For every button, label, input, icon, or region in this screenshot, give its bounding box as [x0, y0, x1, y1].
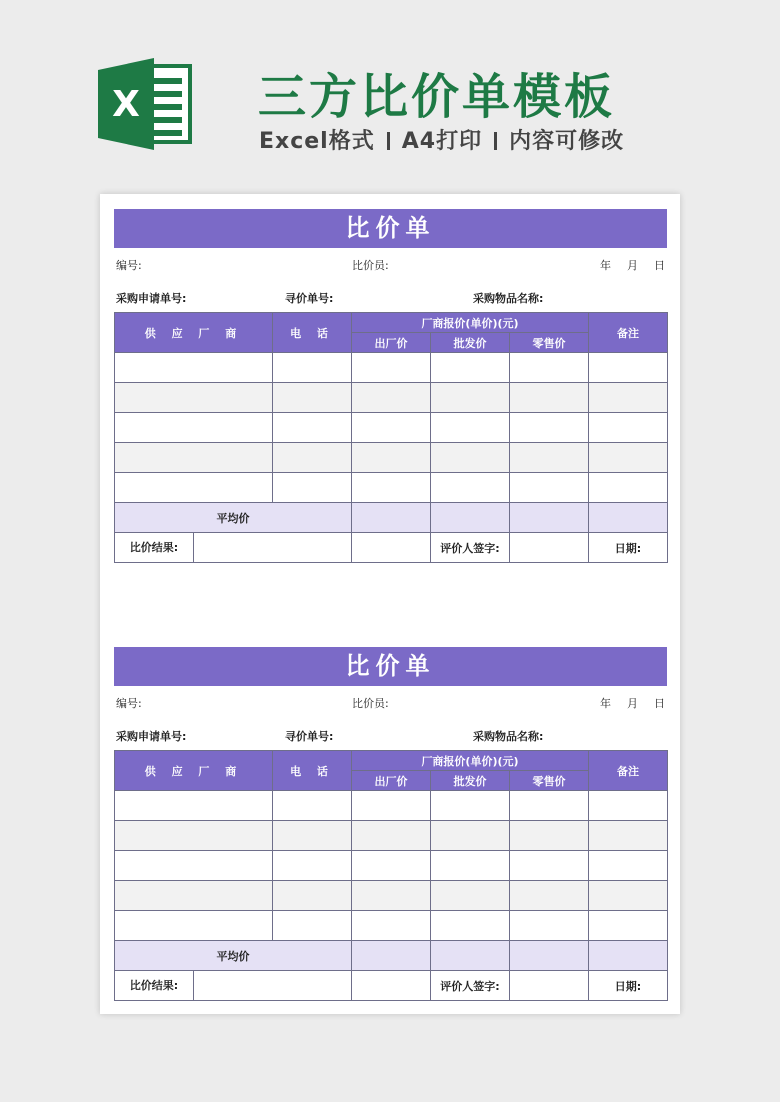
- quote-table: [114, 750, 668, 1001]
- signature-input[interactable]: [510, 971, 589, 1001]
- table-row: [115, 911, 668, 941]
- info-row: [114, 716, 667, 750]
- comparison-form: [114, 647, 667, 1001]
- col-supplier: 供 应 厂 商: [115, 751, 273, 791]
- table-cell[interactable]: [115, 413, 273, 443]
- table-cell[interactable]: [510, 851, 589, 881]
- result-row: [115, 971, 668, 1001]
- table-cell[interactable]: [589, 881, 668, 911]
- table-cell[interactable]: [431, 851, 510, 881]
- col-remark: 备注: [589, 751, 668, 791]
- table-cell[interactable]: [115, 791, 273, 821]
- average-row: [115, 941, 668, 971]
- subtitle-part: A4打印: [401, 129, 483, 154]
- number-label: 编号:: [116, 697, 142, 710]
- signature-input[interactable]: [510, 533, 589, 563]
- table-cell[interactable]: [510, 353, 589, 383]
- table-row: [115, 821, 668, 851]
- average-label: 平均价: [115, 503, 352, 533]
- day-label: 日: [654, 697, 665, 710]
- month-label: 月: [627, 697, 638, 710]
- item-name-label: 采购物品名称:: [473, 730, 544, 743]
- table-cell[interactable]: [352, 851, 431, 881]
- table-cell[interactable]: [352, 413, 431, 443]
- average-cell[interactable]: [510, 503, 589, 533]
- date-label: 日期:: [589, 533, 668, 563]
- table-cell[interactable]: [352, 881, 431, 911]
- table-cell[interactable]: [352, 353, 431, 383]
- table-cell[interactable]: [273, 791, 352, 821]
- table-cell[interactable]: [431, 791, 510, 821]
- average-cell[interactable]: [352, 941, 431, 971]
- table-cell[interactable]: [589, 851, 668, 881]
- page-subtitle: [259, 124, 624, 155]
- subtitle-separator: [494, 132, 497, 150]
- form-title: 比价单: [114, 647, 667, 686]
- table-cell[interactable]: [352, 443, 431, 473]
- col-wholesale-price: 批发价: [431, 771, 510, 791]
- inquiry-no-label: 寻价单号:: [285, 730, 334, 743]
- inspector-label: 比价员:: [352, 697, 389, 710]
- request-no-label: 采购申请单号:: [116, 292, 187, 305]
- excel-icon: [98, 58, 198, 150]
- table-cell[interactable]: [115, 851, 273, 881]
- table-cell[interactable]: [115, 821, 273, 851]
- subtitle-part: 内容可修改: [509, 129, 625, 154]
- col-retail-price: 零售价: [510, 771, 589, 791]
- table-cell[interactable]: [589, 791, 668, 821]
- result-label: 比价结果:: [115, 533, 194, 562]
- result-row: [115, 533, 668, 563]
- table-cell[interactable]: [352, 911, 431, 941]
- average-label: 平均价: [115, 941, 352, 971]
- table-cell[interactable]: [273, 353, 352, 383]
- table-cell[interactable]: [589, 353, 668, 383]
- logo-letter: X: [112, 84, 140, 125]
- col-phone: 电 话: [273, 313, 352, 353]
- table-row: [115, 791, 668, 821]
- form-title: 比价单: [114, 209, 667, 248]
- table-cell[interactable]: [431, 443, 510, 473]
- table-cell[interactable]: [273, 413, 352, 443]
- table-cell[interactable]: [115, 353, 273, 383]
- table-cell[interactable]: [431, 881, 510, 911]
- request-no-label: 采购申请单号:: [116, 730, 187, 743]
- result-cell: [115, 533, 352, 563]
- col-supplier: 供 应 厂 商: [115, 313, 273, 353]
- table-cell[interactable]: [431, 911, 510, 941]
- signature-label: 评价人签字:: [431, 533, 510, 563]
- table-cell[interactable]: [510, 881, 589, 911]
- inquiry-no-label: 寻价单号:: [285, 292, 334, 305]
- table-cell[interactable]: [115, 473, 273, 503]
- average-cell[interactable]: [589, 941, 668, 971]
- table-cell[interactable]: [589, 443, 668, 473]
- table-cell[interactable]: [589, 413, 668, 443]
- table-cell[interactable]: [510, 383, 589, 413]
- col-factory-price: 出厂价: [352, 333, 431, 353]
- col-retail-price: 零售价: [510, 333, 589, 353]
- table-cell[interactable]: [273, 851, 352, 881]
- col-quote-group: 厂商报价(单价)(元): [352, 313, 589, 333]
- result-input[interactable]: [194, 971, 351, 1000]
- quote-table: [114, 312, 668, 563]
- col-phone: 电 话: [273, 751, 352, 791]
- table-cell[interactable]: [352, 791, 431, 821]
- table-cell[interactable]: [510, 413, 589, 443]
- result-spacer-cell[interactable]: [352, 971, 431, 1001]
- table-cell[interactable]: [115, 881, 273, 911]
- table-row: [115, 473, 668, 503]
- result-label: 比价结果:: [115, 971, 194, 1000]
- table-cell[interactable]: [273, 911, 352, 941]
- table-row: [115, 413, 668, 443]
- col-wholesale-price: 批发价: [431, 333, 510, 353]
- table-cell[interactable]: [273, 473, 352, 503]
- col-factory-price: 出厂价: [352, 771, 431, 791]
- table-row: [115, 851, 668, 881]
- table-cell[interactable]: [115, 443, 273, 473]
- table-cell[interactable]: [273, 821, 352, 851]
- table-cell[interactable]: [273, 383, 352, 413]
- table-cell[interactable]: [589, 473, 668, 503]
- table-cell[interactable]: [510, 473, 589, 503]
- day-label: 日: [654, 259, 665, 272]
- average-cell[interactable]: [431, 941, 510, 971]
- table-row: [115, 881, 668, 911]
- year-label: 年: [600, 697, 611, 710]
- month-label: 月: [627, 259, 638, 272]
- table-cell[interactable]: [431, 413, 510, 443]
- table-cell[interactable]: [589, 821, 668, 851]
- table-cell[interactable]: [510, 443, 589, 473]
- table-cell[interactable]: [352, 383, 431, 413]
- table-cell[interactable]: [352, 473, 431, 503]
- table-cell[interactable]: [273, 443, 352, 473]
- info-row: [114, 248, 667, 278]
- page-header: [0, 0, 780, 190]
- table-cell[interactable]: [431, 473, 510, 503]
- info-row: [114, 278, 667, 312]
- table-cell[interactable]: [589, 383, 668, 413]
- result-spacer-cell[interactable]: [352, 533, 431, 563]
- subtitle-part: Excel格式: [259, 129, 375, 154]
- paper-sheet: [100, 194, 680, 1014]
- signature-label: 评价人签字:: [431, 971, 510, 1001]
- table-cell[interactable]: [115, 383, 273, 413]
- table-cell[interactable]: [115, 911, 273, 941]
- table-cell[interactable]: [510, 791, 589, 821]
- date-label: 日期:: [589, 971, 668, 1001]
- col-remark: 备注: [589, 313, 668, 353]
- table-cell[interactable]: [589, 911, 668, 941]
- result-input[interactable]: [194, 533, 351, 562]
- year-label: 年: [600, 259, 611, 272]
- col-quote-group: 厂商报价(单价)(元): [352, 751, 589, 771]
- subtitle-separator: [387, 132, 390, 150]
- page-title: 三方比价单模板: [258, 69, 616, 125]
- result-cell: [115, 971, 352, 1001]
- table-cell[interactable]: [431, 383, 510, 413]
- number-label: 编号:: [116, 259, 142, 272]
- table-cell[interactable]: [510, 821, 589, 851]
- table-row: [115, 443, 668, 473]
- table-cell[interactable]: [510, 911, 589, 941]
- table-cell[interactable]: [273, 881, 352, 911]
- average-cell[interactable]: [510, 941, 589, 971]
- average-cell[interactable]: [431, 503, 510, 533]
- item-name-label: 采购物品名称:: [473, 292, 544, 305]
- table-row: [115, 383, 668, 413]
- table-cell[interactable]: [352, 821, 431, 851]
- inspector-label: 比价员:: [352, 259, 389, 272]
- comparison-form: [114, 209, 667, 563]
- table-cell[interactable]: [431, 353, 510, 383]
- info-row: [114, 686, 667, 716]
- average-cell[interactable]: [352, 503, 431, 533]
- table-row: [115, 353, 668, 383]
- table-cell[interactable]: [431, 821, 510, 851]
- average-cell[interactable]: [589, 503, 668, 533]
- average-row: [115, 503, 668, 533]
